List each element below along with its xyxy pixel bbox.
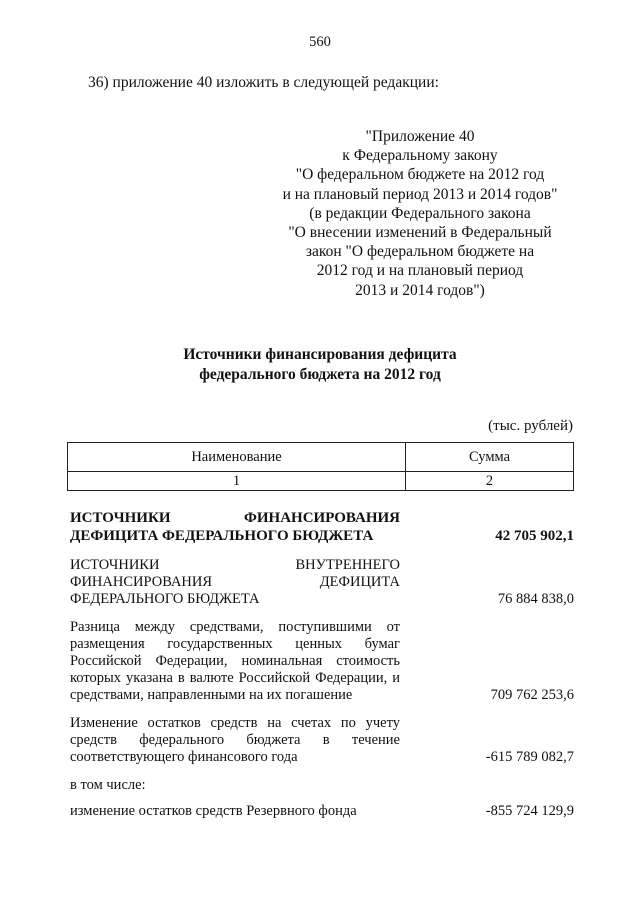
units-label: (тыс. рублей) (488, 418, 573, 434)
amendment-instruction: 36) приложение 40 изложить в следующей редакции: (88, 74, 439, 91)
column-number-row (68, 472, 574, 491)
row-sum: 42 705 902,1 (495, 528, 574, 544)
appendix-line: "Приложение 40 (365, 128, 475, 145)
table-body (70, 509, 574, 831)
header-row (68, 443, 574, 472)
table-header (67, 442, 574, 491)
appendix-line: "О внесении изменений в Федеральный (288, 224, 552, 242)
appendix-line: (в редакции Федерального закона (309, 204, 531, 222)
appendix-line: 2012 год и на плановый период (316, 262, 524, 280)
table-row (70, 803, 574, 820)
table-row (70, 715, 574, 766)
table-row (70, 557, 574, 608)
appendix-line: и на плановый период 2013 и 2014 годов" (282, 185, 558, 203)
title-line: Источники финансирования дефицита (183, 346, 457, 363)
column-number-1: 1 (68, 472, 406, 491)
row-name: в том числе: (70, 777, 146, 793)
row-name: изменение остатков средств Резервного фонда (70, 803, 357, 819)
row-sum: -855 724 129,9 (485, 803, 574, 819)
row-sum: -615 789 082,7 (485, 749, 574, 765)
table-row (70, 509, 574, 545)
table-row (70, 619, 574, 704)
title-line: федерального бюджета на 2012 год (199, 366, 441, 383)
column-header-name: Наименование (68, 443, 406, 472)
appendix-line: 2013 и 2014 годов") (355, 281, 485, 299)
row-name: Изменение остатков средств на счетах по учету средств федерального бюджета в течение соответствующего финансового года (70, 715, 400, 765)
column-header-sum: Сумма (406, 443, 574, 472)
row-sum: 76 884 838,0 (497, 591, 574, 607)
page-number: 560 (309, 34, 331, 50)
row-name: ИСТОЧНИКИ ВНУТРЕННЕГО ФИНАНСИРОВАНИЯ ДЕФИЦИТА ФЕДЕРАЛЬНОГО БЮДЖЕТА (70, 557, 400, 607)
row-sum: 709 762 253,6 (490, 687, 574, 703)
appendix-line: к Федеральному закону (342, 147, 498, 165)
appendix-heading (270, 127, 570, 300)
appendix-line: "О федеральном бюджете на 2012 год (295, 166, 545, 184)
appendix-line: закон "О федеральном бюджете на (305, 243, 535, 261)
row-name: ИСТОЧНИКИ ФИНАНСИРОВАНИЯ ДЕФИЦИТА ФЕДЕРАЛЬНОГО БЮДЖЕТА (70, 510, 400, 544)
row-name: Разница между средствами, поступившими от размещения государственных ценных бумаг Российской Федерации, номинальная стоимость которых указана в валюте Российской Федерации, и средствами, направленными на их погашение (70, 619, 400, 703)
document-title (0, 345, 640, 385)
column-number-2: 2 (406, 472, 574, 491)
table-row (70, 777, 574, 794)
